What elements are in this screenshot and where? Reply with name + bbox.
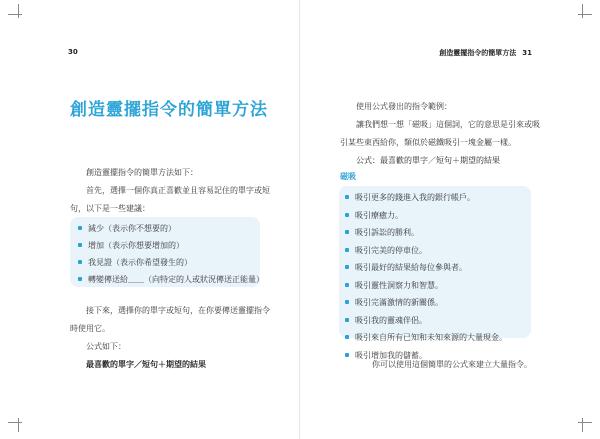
magnet-para-line1: 讓我們想一想「磁吸」這個詞，它的意思是引來或吸 bbox=[356, 120, 540, 129]
list-item: 吸引療癒力。 bbox=[345, 207, 531, 225]
list-item: 吸引最好的結果給每位參與者。 bbox=[345, 259, 531, 277]
formula-line: 公式：最喜歡的單字／短句＋期望的結果 bbox=[356, 156, 500, 165]
list-item: 吸引增加我的儲蓄。 bbox=[345, 347, 531, 365]
crop-mark-top-right bbox=[574, 4, 594, 24]
examples-list bbox=[345, 189, 531, 364]
suggestions-list bbox=[78, 220, 264, 288]
step2-line1: 接下來，選擇你的單字或短句，在你要傳送靈擺指令 bbox=[86, 306, 270, 315]
list-item: 吸引完滿激情的新關係。 bbox=[345, 294, 531, 312]
chapter-title: 創造靈擺指令的簡單方法 bbox=[70, 100, 268, 120]
closing-text: 你可以使用這個簡單的公式來建立大量指令。 bbox=[372, 360, 532, 369]
list-item: 我見證（表示你希望發生的） bbox=[78, 254, 260, 271]
list-item: 吸引訴訟的勝利。 bbox=[345, 224, 531, 242]
left-page-number: 30 bbox=[68, 48, 78, 56]
step1-line1: 首先，選擇一個你真正喜歡並且容易記住的單字或短 bbox=[86, 186, 270, 195]
section-title: 磁吸 bbox=[340, 172, 356, 181]
crop-mark-bottom-left bbox=[8, 414, 28, 434]
crop-mark-top-left bbox=[8, 4, 28, 24]
magnet-para-line2: 引某些東西給你，類似於磁鐵吸引一塊金屬一樣。 bbox=[340, 138, 516, 147]
list-item: 減少（表示你不想要的） bbox=[78, 220, 260, 237]
examples-box bbox=[339, 186, 531, 360]
running-header-title: 創造靈擺指令的簡單方法 bbox=[439, 49, 517, 57]
list-item: 吸引靈性洞察力和智慧。 bbox=[345, 277, 531, 295]
step2-line2: 時使用它。 bbox=[70, 324, 110, 333]
list-item: 吸引我的靈魂伴侶。 bbox=[345, 312, 531, 330]
suggestions-box bbox=[70, 217, 264, 287]
list-item: 轉變傳送給＿＿（向特定的人或狀況傳送正能量） bbox=[78, 271, 260, 288]
crop-mark-bottom-right bbox=[574, 414, 594, 434]
list-item: 吸引完美的停車位。 bbox=[345, 242, 531, 260]
formula-label: 公式如下： bbox=[86, 342, 126, 351]
list-item: 吸引更多的錢進入我的銀行帳戶。 bbox=[345, 189, 531, 207]
intro-text: 創造靈擺指令的簡單方法如下： bbox=[86, 168, 198, 177]
right-page-number: 31 bbox=[522, 49, 532, 57]
running-header bbox=[439, 48, 532, 58]
example-intro: 使用公式發出的指令範例： bbox=[356, 102, 452, 111]
step1-line2: 句，以下是一些建議： bbox=[70, 204, 150, 213]
formula-text: 最喜歡的單字／短句＋期望的結果 bbox=[86, 360, 206, 369]
list-item: 吸引來自所有已知和未知來源的大量現金。 bbox=[345, 329, 531, 347]
list-item: 增加（表示你想要增加的） bbox=[78, 237, 260, 254]
